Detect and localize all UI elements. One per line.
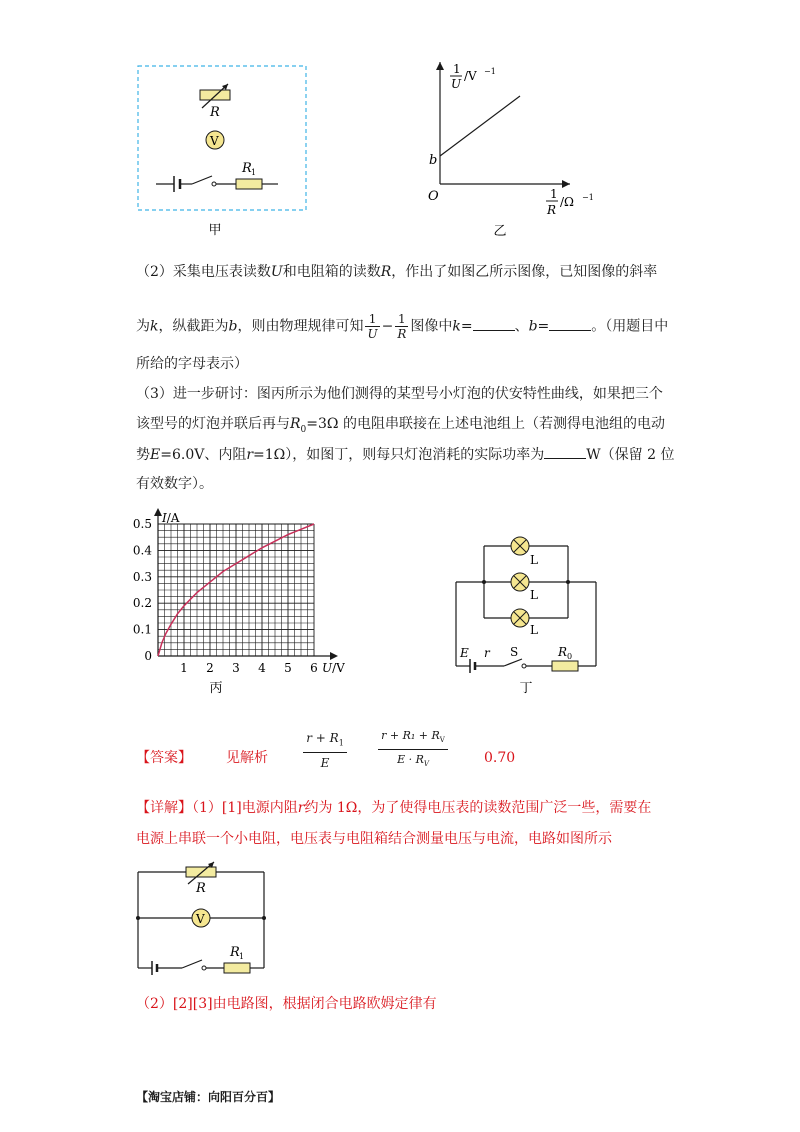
q2-line1: （2）采集电压表读数U和电阻箱的读数R，作出了如图乙所示图像，已知图像的斜率: [136, 264, 658, 280]
chart-bing: [118, 506, 358, 696]
detail-line3: （2）[2][3]由电路图，根据闭合电路欧姆定律有: [136, 996, 437, 1012]
lamp-label: L: [530, 553, 538, 567]
y-tick-label: 0.4: [132, 543, 152, 558]
q3-line2: 该型号的灯泡并联后再与$R_0=3\Omega$ 的电阻串联接在上述电池组上（若测得电池组的电动: [136, 416, 665, 435]
answer-2: $r + R_1$ E: [303, 730, 347, 771]
label-R0-sub: 0: [567, 652, 573, 661]
x-tick-label: 4: [258, 661, 266, 675]
y-axis-label: I/A: [162, 511, 180, 525]
switch-icon: [182, 960, 202, 968]
y-tick-label: 0.1: [132, 622, 152, 637]
caption-jia: 甲: [208, 223, 222, 238]
label-V: V: [196, 912, 205, 926]
q2-line2: 为k，纵截距为b，则由物理规律可知 $\frac{1}{U}$ − $\frac{1}{R}$ 图像中k= 、b= 。（用题目中: [136, 312, 669, 341]
caption-ding: 丁: [519, 681, 533, 696]
label-R0: R: [558, 645, 568, 659]
resistor-R1: [224, 963, 250, 973]
label-r: r: [484, 646, 490, 660]
variable-resistor: [186, 867, 216, 877]
resistor-R1: [236, 179, 262, 189]
figure-ding: [444, 530, 614, 700]
label-S: S: [510, 645, 519, 659]
variable-resistor: [200, 90, 230, 100]
q3-line4: 有效数字）。: [136, 476, 213, 492]
x-tick-label: 6: [310, 661, 318, 675]
lamp-icon: [511, 573, 529, 591]
q3-line1: （3）进一步研讨：图丙所示为他们测得的某型号小灯泡的伏安特性曲线，如果把三个: [136, 386, 663, 402]
answer-1: 见解析: [226, 750, 268, 766]
x-tick-label: 2: [206, 661, 214, 675]
blank-power[interactable]: [544, 444, 586, 459]
x-tick-label: 1: [180, 661, 188, 675]
figure-yi: [420, 58, 600, 243]
answer-3: $r + R_1 + R_V$ $E \cdot R_V$: [378, 728, 448, 772]
label-R1: R: [242, 161, 252, 176]
switch-icon: [504, 659, 522, 666]
y-label-sup: −1: [484, 67, 496, 76]
x-label-sup: −1: [582, 193, 594, 202]
caption-yi: 乙: [493, 224, 507, 239]
q2-line3: 所给的字母表示）: [136, 356, 248, 372]
x-label-unit: /Ω: [560, 195, 574, 209]
figure-detail-circuit: [130, 860, 280, 985]
y-label-den: U: [451, 77, 462, 91]
lamp-label: L: [530, 588, 538, 602]
label-R: R: [196, 881, 206, 896]
lamp-icon: [511, 537, 529, 555]
caption-bing: 丙: [209, 681, 223, 696]
origin-label: O: [428, 189, 439, 204]
linear-graph: [440, 96, 520, 156]
intercept-label: b: [429, 153, 438, 168]
label-R: R: [210, 105, 220, 120]
label-R1: R: [230, 945, 240, 960]
y-tick-label: 0.3: [132, 569, 152, 584]
y-tick-label: 0.2: [132, 596, 152, 611]
resistor-R0: [552, 661, 578, 671]
label-V: V: [210, 134, 219, 148]
answer-tag: 【答案】: [136, 750, 192, 766]
answer-4: 0.70: [484, 750, 516, 766]
y-tick-label: 0.5: [132, 517, 152, 531]
detail-line1: 【详解】（1）[1]电源内阻r约为 1Ω，为了使得电压表的读数范围广泛一些，需要在: [136, 800, 652, 816]
blank-k[interactable]: [473, 316, 515, 331]
label-E: E: [460, 646, 469, 660]
x-tick-label: 5: [284, 661, 292, 675]
label-R1-sub: 1: [251, 168, 257, 177]
switch-icon: [192, 176, 212, 184]
y-label-unit: /V: [464, 69, 477, 83]
y-tick-label: 0: [144, 649, 152, 663]
footer-shop: 【淘宝店铺：向阳百分百】: [136, 1090, 281, 1104]
lamp-label: L: [530, 623, 538, 637]
figure-jia: [130, 60, 315, 240]
lamp-icon: [511, 609, 529, 627]
q3-line3: 势E=6.0V、内阻r=1Ω），如图丁，则每只灯泡消耗的实际功率为 W（保留 2 位: [136, 444, 675, 465]
detail-line2: 电源上串联一个小电阻，电压表与电阻箱结合测量电压与电流，电路如图所示: [136, 831, 612, 847]
x-label-den: R: [547, 203, 557, 217]
fraction-1-over-U: $\frac{1}{U}$: [367, 312, 378, 341]
x-axis-label: U/V: [322, 661, 345, 675]
y-label-num: 1: [453, 62, 461, 76]
blank-b[interactable]: [549, 316, 591, 331]
label-R1-sub: 1: [239, 952, 245, 961]
x-label-num: 1: [550, 187, 558, 201]
fraction-1-over-R: $\frac{1}{R}$: [397, 312, 407, 341]
x-tick-label: 3: [232, 661, 240, 675]
